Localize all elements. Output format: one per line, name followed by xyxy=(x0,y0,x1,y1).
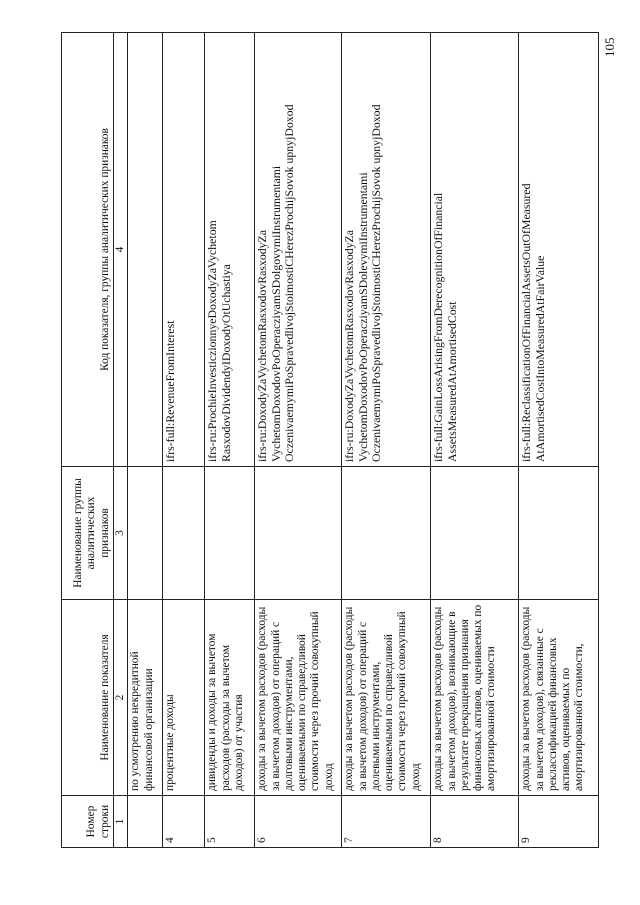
group-name xyxy=(163,467,205,600)
indicator-code: ifrs-full:RevenueFromInterest xyxy=(163,33,205,467)
column-number: 2 xyxy=(114,600,128,796)
indicator-code: ifrs-ru:DoxodyZaVychetomRasxodovRasxodyZa VychetomDoxodovPoOperacziyamSDolevymiInstrumentami OczenivaemymiPoSpravedlivojStoimostiCHerezProchijSovok upnyjDoxod xyxy=(342,33,431,467)
group-name xyxy=(342,467,431,600)
column-number: 1 xyxy=(114,796,128,848)
group-name xyxy=(255,467,342,600)
table-row xyxy=(255,33,342,848)
table-row xyxy=(519,33,599,848)
group-name xyxy=(128,467,163,600)
page-number: 105 xyxy=(602,37,617,57)
table-header-row xyxy=(62,33,114,848)
row-number: 9 xyxy=(519,796,599,848)
column-number: 3 xyxy=(114,467,128,600)
row-number: 6 xyxy=(255,796,342,848)
table-row xyxy=(163,33,205,848)
group-name xyxy=(431,467,519,600)
table-row xyxy=(205,33,255,848)
column-number-row xyxy=(114,33,128,848)
table-row xyxy=(431,33,519,848)
indicator-name: дивиденды и доходы за вычетом расходов (расходы за вычетом доходов) от участия xyxy=(205,600,255,796)
indicator-name: доходы за вычетом расходов (расходы за вычетом доходов) от операций с долговыми инструментами, оцениваемыми по справедливой стоимости через прочий совокупный доход xyxy=(255,600,342,796)
group-name xyxy=(519,467,599,600)
row-number xyxy=(128,796,163,848)
header-indicator-name: Наименование показателя xyxy=(62,600,114,796)
indicator-code xyxy=(128,33,163,467)
header-row-number: Номер строки xyxy=(62,796,114,848)
header-indicator-code: Код показателя, группы аналитических признаков xyxy=(62,33,114,467)
row-number: 4 xyxy=(163,796,205,848)
indicator-name: доходы за вычетом расходов (расходы за вычетом доходов), возникающие в результате прекращения признания финансовых активов, оцениваемых по амортизированной стоимости xyxy=(431,600,519,796)
indicator-table xyxy=(61,32,599,848)
indicator-code: ifrs-full:ReclassificationOfFinancialAssetsOutOfMeasured AtAmortisedCostIntoMeasuredAtFairValue xyxy=(519,33,599,467)
indicator-name: доходы за вычетом расходов (расходы за вычетом доходов) от операций с долевыми инструментами, оцениваемыми по справедливой стоимости через прочий совокупный доход xyxy=(342,600,431,796)
row-number: 5 xyxy=(205,796,255,848)
row-number: 8 xyxy=(431,796,519,848)
row-number: 7 xyxy=(342,796,431,848)
indicator-name: процентные доходы xyxy=(163,600,205,796)
table-row xyxy=(342,33,431,848)
table-row xyxy=(128,33,163,848)
indicator-name: доходы за вычетом расходов (расходы за вычетом доходов), связанные с реклассификацией финансовых активов, оцениваемых по амортизированной стоимости, xyxy=(519,600,599,796)
header-group-name: Наименование группы аналитических признаков xyxy=(62,467,114,600)
indicator-name: по усмотрению некредитной финансовой организации xyxy=(128,600,163,796)
indicator-code: ifrs-full:GainLossArisingFromDerecognitionOfFinancial AssetsMeasuredAtAmortisedCost xyxy=(431,33,519,467)
column-number: 4 xyxy=(114,33,128,467)
indicator-code: ifrs-ru:DoxodyZaVychetomRasxodovRasxodyZa VychetomDoxodovPoOperacziyamSDolgovymiInstrumentami OczenivaemymiPoSpravedlivojStoimostiCHerezProchijSovok upnyjDoxod xyxy=(255,33,342,467)
group-name xyxy=(205,467,255,600)
indicator-code: ifrs-ru:ProchieInvesticzionnyeDoxodyZaVychetom RasxodovDividendyIDoxodyOtUchastiya xyxy=(205,33,255,467)
